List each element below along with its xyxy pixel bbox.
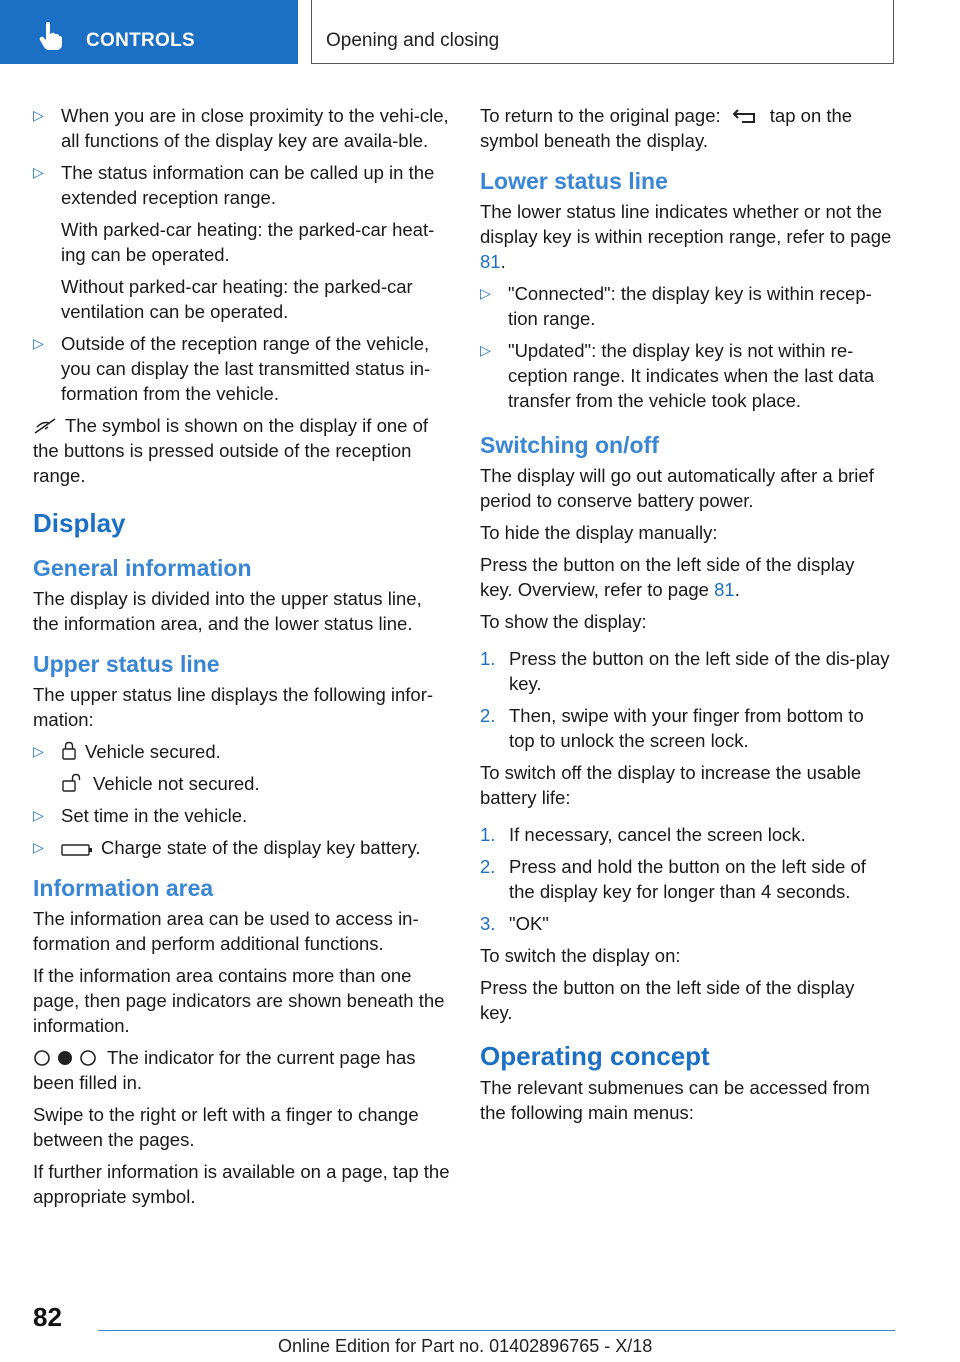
list-item [480, 281, 892, 331]
heading-information-area: Information area [33, 875, 214, 901]
paragraph: The upper status line displays the following infor-mation: [33, 684, 434, 730]
page-link[interactable]: 81 [480, 251, 501, 272]
indented-text: Vehicle not secured. [33, 771, 451, 796]
bullet-triangle-icon: ▷ [33, 839, 44, 855]
chapter-title: Opening and closing [326, 30, 500, 51]
list-item-text: When you are in close proximity to the vehi-cle, all functions of the display key are availa-ble. [61, 105, 449, 151]
section-tab-label: CONTROLS [86, 30, 196, 51]
footer-divider [98, 1330, 895, 1331]
bullet-triangle-icon: ▷ [480, 342, 491, 358]
section-tab[interactable] [0, 0, 298, 64]
bullet-triangle-icon: ▷ [33, 335, 44, 351]
lock-open-icon [61, 773, 85, 793]
out-of-range-icon [33, 417, 57, 435]
page-number: 82 [33, 1302, 62, 1332]
list-item-text: Outside of the reception range of the vehicle, you can display the last transmitted status in-formation from the vehicle. [61, 333, 431, 404]
heading-display: Display [33, 508, 126, 538]
edition-text: Online Edition for Part no. 01402896765 - X/18 [278, 1336, 653, 1356]
paragraph: If further information is available on a page, tap the appropriate symbol. [33, 1161, 450, 1207]
paragraph: The display is divided into the upper status line, the information area, and the lower status line. [33, 588, 422, 634]
hand-pointer-icon [38, 22, 64, 52]
bullet-triangle-icon: ▷ [33, 107, 44, 123]
paragraph: The information area can be used to access in-formation and perform additional functions. [33, 908, 419, 954]
paragraph: If the information area contains more than one page, then page indicators are shown beneath the information. [33, 965, 445, 1036]
paragraph: The relevant submenues can be accessed from the following main menus: [480, 1077, 870, 1123]
heading-lower-status-line: Lower status line [480, 168, 668, 194]
paragraph: To return to the original page: tap on the symbol beneath the display. [480, 105, 853, 151]
paragraph: To switch the display on: [480, 945, 681, 966]
paragraph: The indicator for the current page has been filled in. [33, 1047, 416, 1093]
list-item [480, 338, 892, 413]
bullet-triangle-icon: ▷ [480, 285, 491, 301]
left-column [33, 103, 451, 1216]
list-item-text: Vehicle secured. [85, 741, 221, 762]
indented-text: With parked-car heating: the parked-car heat-ing can be operated. [61, 219, 435, 265]
paragraph: To hide the display manually: [480, 522, 718, 543]
bullet-triangle-icon: ▷ [33, 743, 44, 759]
chapter-header [311, 0, 894, 64]
bullet-triangle-icon: ▷ [33, 807, 44, 823]
list-item [33, 331, 451, 406]
list-item-text: Charge state of the display key battery. [101, 837, 421, 858]
numbered-item: 2. Press and hold the button on the left side of the display key for longer than 4 seconds. [480, 856, 866, 902]
list-item [33, 160, 451, 210]
paragraph: Press the button on the left side of the display key. Overview, refer to page 81. [480, 554, 855, 600]
numbered-item: 3. "OK" [480, 913, 549, 934]
list-item-text: "Connected": the display key is within recep-tion range. [508, 283, 872, 329]
paragraph: Press the button on the left side of the display key. [480, 977, 855, 1023]
list-item [33, 835, 451, 860]
numbered-item: 1. Press the button on the left side of the dis-play key. [480, 648, 890, 694]
list-item-text: The status information can be called up in the extended reception range. [61, 162, 435, 208]
heading-upper-status-line: Upper status line [33, 651, 220, 677]
heading-switching-on-off: Switching on/off [480, 432, 659, 458]
battery-icon [61, 843, 93, 857]
indented-text: Without parked-car heating: the parked-car ventilation can be operated. [61, 276, 413, 322]
back-arrow-icon [732, 107, 762, 125]
list-item [33, 803, 451, 828]
paragraph: The symbol is shown on the display if one of the buttons is pressed outside of the reception range. [33, 415, 428, 486]
list-item-text: Set time in the vehicle. [61, 805, 248, 826]
paragraph: To show the display: [480, 611, 647, 632]
list-item [33, 103, 451, 153]
paragraph: Swipe to the right or left with a finger to change between the pages. [33, 1104, 419, 1150]
numbered-item: 2. Then, swipe with your finger from bottom to top to unlock the screen lock. [480, 705, 864, 751]
heading-general-information: General information [33, 555, 252, 581]
heading-operating-concept: Operating concept [480, 1041, 710, 1071]
page-link[interactable]: 81 [714, 579, 735, 600]
lock-closed-icon [61, 741, 77, 761]
list-item-text: "Updated": the display key is not within re-ception range. It indicates when the last data transfer from the vehicle took place. [508, 340, 875, 411]
right-column [480, 103, 892, 1132]
list-item [33, 739, 451, 764]
numbered-item: 1. If necessary, cancel the screen lock. [480, 824, 806, 845]
page-indicator-icon [33, 1049, 99, 1067]
paragraph: The lower status line indicates whether or not the display key is within reception range, refer to page 81. [480, 201, 892, 272]
paragraph: The display will go out automatically after a brief period to conserve battery power. [480, 465, 874, 511]
paragraph: To switch off the display to increase the usable battery life: [480, 762, 862, 808]
bullet-triangle-icon: ▷ [33, 164, 44, 180]
